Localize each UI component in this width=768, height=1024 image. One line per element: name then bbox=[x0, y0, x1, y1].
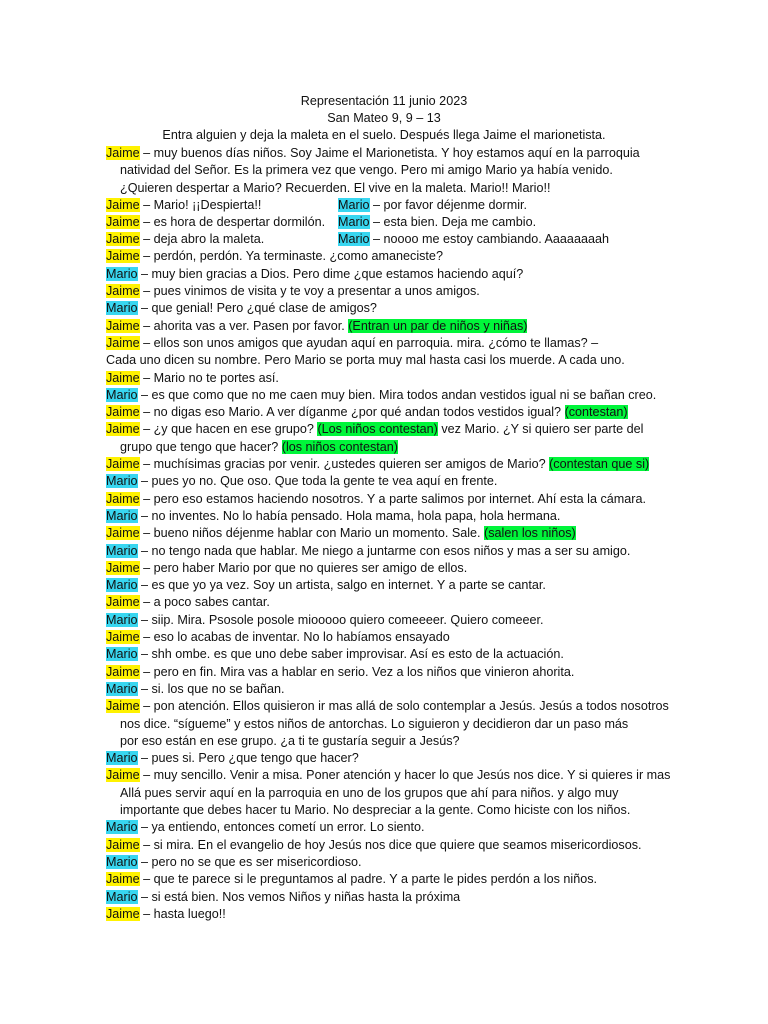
dialogue-line bbox=[106, 543, 746, 561]
line-text: – bueno niños déjenme hablar con Mario un momento. Sale. bbox=[139, 526, 485, 540]
dialogue-line bbox=[106, 387, 746, 405]
line-text: – pero en fin. Mira vas a hablar en serio. Vez a los niños que vinieron ahorita. bbox=[139, 665, 575, 679]
dialogue-line bbox=[106, 646, 746, 664]
line-text: – muchísimas gracias por venir. ¿ustedes quieren ser amigos de Mario? bbox=[139, 457, 550, 471]
speaker-jaime: Jaime bbox=[106, 284, 140, 298]
speaker-mario: Mario bbox=[106, 474, 138, 488]
speaker-jaime: Jaime bbox=[106, 561, 140, 575]
line-text: – muy buenos días niños. Soy Jaime el Marionetista. Y hoy estamos aquí en la parroquia bbox=[139, 146, 640, 160]
line-text: – ahorita vas a ver. Pasen por favor. bbox=[139, 319, 349, 333]
dialogue-line bbox=[120, 162, 760, 180]
document-title: Representación 11 junio 2023 bbox=[300, 94, 468, 108]
speaker-mario: Mario bbox=[106, 388, 138, 402]
left-column bbox=[106, 197, 261, 215]
speaker-mario: Mario bbox=[106, 890, 138, 904]
speaker-jaime: Jaime bbox=[106, 492, 140, 506]
speaker-jaime: Jaime bbox=[106, 526, 140, 540]
left-column bbox=[106, 214, 325, 232]
speaker-mario: Mario bbox=[106, 301, 138, 315]
line-text: – si. los que no se bañan. bbox=[137, 682, 285, 696]
line-text: – esta bien. Deja me cambio. bbox=[369, 215, 537, 229]
line-text: – pues yo no. Que oso. Que toda la gente te vea aquí en frente. bbox=[137, 474, 498, 488]
line-text: natividad del Señor. Es la primera vez que vengo. Pero mi amigo Mario ya había venido. bbox=[120, 163, 613, 177]
dialogue-line bbox=[106, 698, 746, 716]
speaker-jaime: Jaime bbox=[106, 336, 140, 350]
line-text: – muy sencillo. Venir a misa. Poner atención y hacer lo que Jesús nos dice. Y si quieres ir mas bbox=[139, 768, 671, 782]
speaker-jaime: Jaime bbox=[106, 457, 140, 471]
dialogue-line bbox=[106, 473, 746, 491]
dialogue-line bbox=[106, 508, 746, 526]
dialogue-line bbox=[106, 577, 746, 595]
speaker-jaime: Jaime bbox=[106, 215, 140, 229]
line-text: – pero no se que es ser misericordioso. bbox=[137, 855, 362, 869]
gospel-reading: San Mateo 9, 9 – 13 bbox=[327, 111, 441, 125]
line-text: Allá pues servir aquí en la parroquia en uno de los grupos que ahí para niños. y algo muy bbox=[120, 786, 619, 800]
dialogue-line bbox=[106, 906, 746, 924]
dialogue-line bbox=[106, 318, 746, 336]
dialogue-line bbox=[106, 404, 746, 422]
dialogue-line bbox=[106, 300, 746, 318]
line-text: – deja abro la maleta. bbox=[139, 232, 265, 246]
dialogue-line bbox=[106, 491, 746, 509]
line-text: ¿Quieren despertar a Mario? Recuerden. El vive en la maleta. Mario!! Mario!! bbox=[120, 181, 551, 195]
dialogue-line bbox=[106, 370, 746, 388]
dialogue-line bbox=[106, 750, 746, 768]
dialogue-line bbox=[120, 439, 760, 457]
line-text: – a poco sabes cantar. bbox=[139, 595, 270, 609]
line-text: – pues vinimos de visita y te voy a presentar a unos amigos. bbox=[139, 284, 480, 298]
right-column bbox=[338, 231, 609, 249]
line-text: – por favor déjenme dormir. bbox=[369, 198, 527, 212]
speaker-mario: Mario bbox=[106, 682, 138, 696]
line-text: importante que debes hacer tu Mario. No despreciar a la gente. Como hiciste con los niños. bbox=[120, 803, 631, 817]
line-text: – muy bien gracias a Dios. Pero dime ¿que estamos haciendo aquí? bbox=[137, 267, 524, 281]
dialogue-line bbox=[106, 594, 746, 612]
dialogue-line bbox=[120, 180, 760, 198]
dialogue-line bbox=[106, 664, 746, 682]
dialogue-line bbox=[120, 802, 760, 820]
line-text: – pero haber Mario por que no quieres ser amigo de ellos. bbox=[139, 561, 468, 575]
line-text: – Mario no te portes así. bbox=[139, 371, 279, 385]
line-text: – pero eso estamos haciendo nosotros. Y a parte salimos por internet. Ahí esta la cámara. bbox=[139, 492, 646, 506]
dialogue-line bbox=[120, 716, 760, 734]
line-text: grupo que tengo que hacer? bbox=[120, 440, 282, 454]
line-text: – que te parece si le preguntamos al padre. Y a parte le pides perdón a los niños. bbox=[139, 872, 598, 886]
dialogue-line bbox=[106, 197, 746, 215]
speaker-mario: Mario bbox=[106, 855, 138, 869]
dialogue-line bbox=[106, 889, 746, 907]
dialogue-line bbox=[106, 837, 746, 855]
line-text: – ¿y que hacen en ese grupo? bbox=[139, 422, 318, 436]
speaker-jaime: Jaime bbox=[106, 405, 140, 419]
stage-direction: (los niños contestan) bbox=[281, 440, 398, 454]
line-text: – shh ombe. es que uno debe saber improvisar. Así es esto de la actuación. bbox=[137, 647, 564, 661]
line-text: vez Mario. ¿Y si quiero ser parte del bbox=[437, 422, 644, 436]
line-text: – eso lo acabas de inventar. No lo habíamos ensayado bbox=[139, 630, 450, 644]
speaker-jaime: Jaime bbox=[106, 319, 140, 333]
dialogue-line bbox=[106, 421, 746, 439]
line-text: nos dice. “sígueme” y estos niños de antorchas. Lo siguieron y decidieron dar un paso más bbox=[120, 717, 629, 731]
speaker-jaime: Jaime bbox=[106, 768, 140, 782]
dialogue-line bbox=[106, 629, 746, 647]
line-text: – noooo me estoy cambiando. Aaaaaaaah bbox=[369, 232, 609, 246]
dialogue-line bbox=[106, 612, 746, 630]
line-text: – hasta luego!! bbox=[139, 907, 226, 921]
line-text: – ellos son unos amigos que ayudan aquí en parroquia. mira. ¿cómo te llamas? – bbox=[139, 336, 599, 350]
dialogue-line bbox=[106, 352, 746, 370]
line-text: – no digas eso Mario. A ver díganme ¿por qué andan todos vestidos igual? bbox=[139, 405, 565, 419]
speaker-mario: Mario bbox=[106, 509, 138, 523]
stage-direction: (contestan) bbox=[564, 405, 628, 419]
dialogue-line bbox=[106, 525, 746, 543]
left-column bbox=[106, 231, 264, 249]
dialogue-line bbox=[106, 214, 746, 232]
speaker-jaime: Jaime bbox=[106, 872, 140, 886]
speaker-mario: Mario bbox=[338, 198, 370, 212]
line-text: – no tengo nada que hablar. Me niego a juntarme con esos niños y mas a ser su amigo. bbox=[137, 544, 631, 558]
dialogue-line bbox=[106, 560, 746, 578]
stage-direction: (Entran un par de niños y niñas) bbox=[348, 319, 528, 333]
dialogue-line bbox=[106, 819, 746, 837]
line-text: – si está bien. Nos vemos Niños y niñas hasta la próxima bbox=[137, 890, 461, 904]
speaker-jaime: Jaime bbox=[106, 907, 140, 921]
line-text: – es hora de despertar dormilón. bbox=[139, 215, 326, 229]
speaker-mario: Mario bbox=[106, 267, 138, 281]
dialogue-line bbox=[106, 456, 746, 474]
line-text: – Mario! ¡¡Despierta!! bbox=[139, 198, 262, 212]
stage-direction: (contestan que si) bbox=[549, 457, 650, 471]
dialogue-line bbox=[106, 767, 746, 785]
line-text: – que genial! Pero ¿qué clase de amigos? bbox=[137, 301, 377, 315]
dialogue-line bbox=[106, 266, 746, 284]
intro-stage-direction: Entra alguien y deja la maleta en el suelo. Después llega Jaime el marionetista. bbox=[162, 128, 606, 142]
dialogue-line bbox=[106, 871, 746, 889]
dialogue-line bbox=[106, 335, 746, 353]
speaker-jaime: Jaime bbox=[106, 249, 140, 263]
line-text: – pues si. Pero ¿que tengo que hacer? bbox=[137, 751, 359, 765]
dialogue-line bbox=[106, 248, 746, 266]
speaker-mario: Mario bbox=[106, 544, 138, 558]
speaker-mario: Mario bbox=[106, 647, 138, 661]
speaker-mario: Mario bbox=[338, 215, 370, 229]
line-text: – perdón, perdón. Ya terminaste. ¿como amaneciste? bbox=[139, 249, 443, 263]
speaker-mario: Mario bbox=[106, 751, 138, 765]
speaker-jaime: Jaime bbox=[106, 699, 140, 713]
speaker-jaime: Jaime bbox=[106, 422, 140, 436]
dialogue-line bbox=[106, 231, 746, 249]
line-text: – ya entiendo, entonces cometí un error. Lo siento. bbox=[137, 820, 425, 834]
speaker-jaime: Jaime bbox=[106, 371, 140, 385]
stage-direction: (Los niños contestan) bbox=[317, 422, 438, 436]
speaker-jaime: Jaime bbox=[106, 838, 140, 852]
dialogue-line bbox=[120, 733, 760, 751]
speaker-mario: Mario bbox=[106, 613, 138, 627]
line-text: – es que como que no me caen muy bien. Mira todos andan vestidos igual ni se bañan creo. bbox=[137, 388, 657, 402]
speaker-jaime: Jaime bbox=[106, 595, 140, 609]
speaker-jaime: Jaime bbox=[106, 630, 140, 644]
dialogue-line bbox=[106, 145, 746, 163]
speaker-mario: Mario bbox=[106, 820, 138, 834]
dialogue-line bbox=[106, 283, 746, 301]
stage-direction: (salen los niños) bbox=[484, 526, 576, 540]
line-text: por eso están en ese grupo. ¿a ti te gustaría seguir a Jesús? bbox=[120, 734, 460, 748]
line-text: – siip. Mira. Psosole posole miooooo quiero comeeeer. Quiero comeeer. bbox=[137, 613, 544, 627]
line-text: – no inventes. No lo había pensado. Hola mama, hola papa, hola hermana. bbox=[137, 509, 561, 523]
dialogue-line bbox=[106, 854, 746, 872]
line-text: – si mira. En el evangelio de hoy Jesús nos dice que quiere que seamos misericordiosos. bbox=[139, 838, 642, 852]
speaker-jaime: Jaime bbox=[106, 232, 140, 246]
speaker-mario: Mario bbox=[106, 578, 138, 592]
line-text: Cada uno dicen su nombre. Pero Mario se porta muy mal hasta casi los muerde. A cada uno. bbox=[106, 353, 625, 367]
speaker-jaime: Jaime bbox=[106, 665, 140, 679]
right-column bbox=[338, 214, 536, 232]
speaker-mario: Mario bbox=[338, 232, 370, 246]
dialogue-line bbox=[106, 681, 746, 699]
line-text: – es que yo ya vez. Soy un artista, salgo en internet. Y a parte se cantar. bbox=[137, 578, 546, 592]
speaker-jaime: Jaime bbox=[106, 146, 140, 160]
dialogue-line bbox=[120, 785, 760, 803]
right-column bbox=[338, 197, 527, 215]
line-text: – pon atención. Ellos quisieron ir mas allá de solo contemplar a Jesús. Jesús a todos nosotros bbox=[139, 699, 669, 713]
speaker-jaime: Jaime bbox=[106, 198, 140, 212]
